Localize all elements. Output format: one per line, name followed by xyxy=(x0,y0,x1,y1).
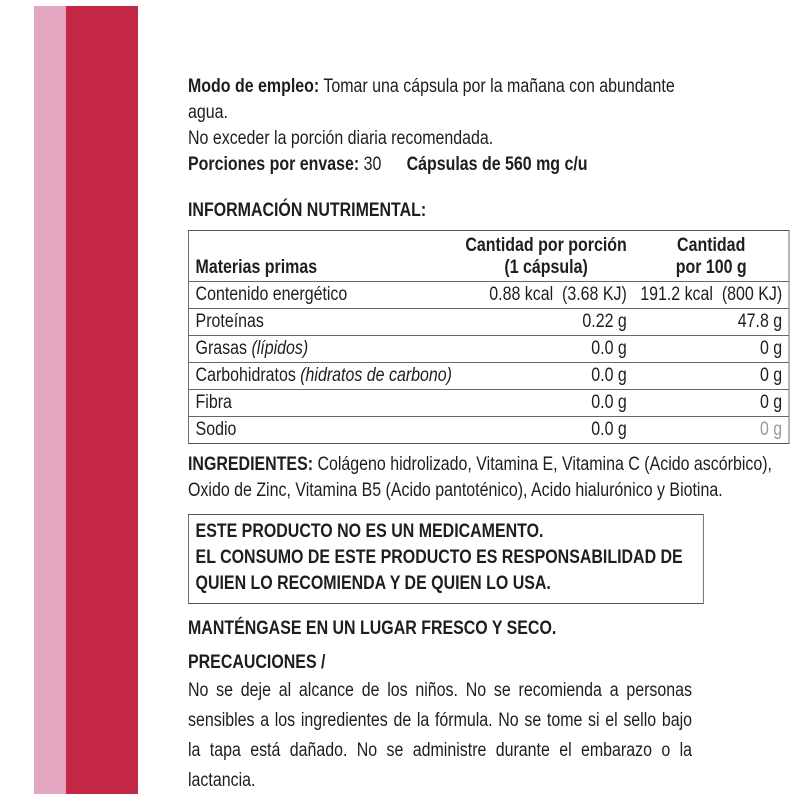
row-per100: 0 g xyxy=(633,363,789,390)
table-row xyxy=(188,363,789,390)
table-row xyxy=(188,309,789,336)
decorative-stripe-red xyxy=(66,6,138,794)
row-per100: 191.2 kcal (800 KJ) xyxy=(633,282,789,309)
ingredients-text: Colágeno hidrolizado, Vitamina E, Vitamina C (Acido ascórbico), xyxy=(313,454,772,475)
usage-limit: No exceder la porción diaria recomendada. xyxy=(188,128,494,149)
medical-warning-box xyxy=(188,514,704,604)
capsule-size: Cápsulas de 560 mg c/u xyxy=(406,154,588,175)
ingredients-label: INGREDIENTES: xyxy=(188,454,314,475)
label-content xyxy=(188,74,783,796)
servings-value: 30 xyxy=(359,154,382,175)
row-name: Carbohidratos (hidratos de carbono) xyxy=(188,363,458,390)
ingredients xyxy=(188,452,778,478)
row-name: Contenido energético xyxy=(188,282,458,309)
row-name: Fibra xyxy=(188,390,458,417)
row-portion: 0.22 g xyxy=(459,309,634,336)
usage-label: Modo de empleo: xyxy=(188,76,320,97)
servings-label: Porciones por envase: xyxy=(188,154,360,175)
header-per100: Cantidad por 100 g xyxy=(633,231,789,282)
row-name: Sodio xyxy=(195,419,237,440)
row-name: Proteínas xyxy=(188,309,458,336)
precautions-heading: PRECAUCIONES / xyxy=(188,652,326,673)
warning-line-1: ESTE PRODUCTO NO ES UN MEDICAMENTO. xyxy=(195,521,544,542)
row-per100: 0 g xyxy=(633,336,789,363)
row-portion: 0.0 g xyxy=(459,336,634,363)
row-portion: 0.0 g xyxy=(591,419,627,440)
warning-line-2: EL CONSUMO DE ESTE PRODUCTO ES RESPONSABILIDAD DE xyxy=(195,547,683,568)
row-per100: 0 g xyxy=(633,390,789,417)
row-per100: 47.8 g xyxy=(633,309,789,336)
table-row xyxy=(188,390,789,417)
warning-line-3: QUIEN LO RECOMIENDA Y DE QUIEN LO USA. xyxy=(195,573,551,594)
usage-instructions xyxy=(188,74,684,126)
storage-note: MANTÉNGASE EN UN LUGAR FRESCO Y SECO. xyxy=(188,618,557,639)
table-row xyxy=(188,282,789,309)
servings-line xyxy=(188,152,684,178)
nutrition-table xyxy=(188,230,790,444)
row-portion: 0.0 g xyxy=(459,390,634,417)
nutrition-heading: INFORMACIÓN NUTRIMENTAL: xyxy=(188,200,427,221)
nutrition-header-row xyxy=(188,231,789,282)
precautions-text: No se deje al alcance de los niños. No se recomienda a personas sensibles a los ingredientes de la fórmula. No se tome si el sello bajo la tapa está dañado. No se administre durante el embarazo o la lactancia. xyxy=(188,680,692,791)
row-name: Grasas (lípidos) xyxy=(188,336,458,363)
decorative-stripe-pink xyxy=(34,6,66,794)
usage-text: Tomar una cápsula por la mañana con abundante agua. xyxy=(188,76,675,123)
ingredients-line2: Oxido de Zinc, Vitamina B5 (Acido pantoténico), Acido hialurónico y Biotina. xyxy=(188,480,723,501)
row-per100: 0 g xyxy=(759,419,783,440)
header-portion: Cantidad por porción (1 cápsula) xyxy=(459,231,634,282)
row-portion: 0.88 kcal (3.68 KJ) xyxy=(459,282,634,309)
table-row xyxy=(188,336,789,363)
header-materias: Materias primas xyxy=(188,231,458,282)
table-row xyxy=(188,417,789,444)
row-portion: 0.0 g xyxy=(459,363,634,390)
